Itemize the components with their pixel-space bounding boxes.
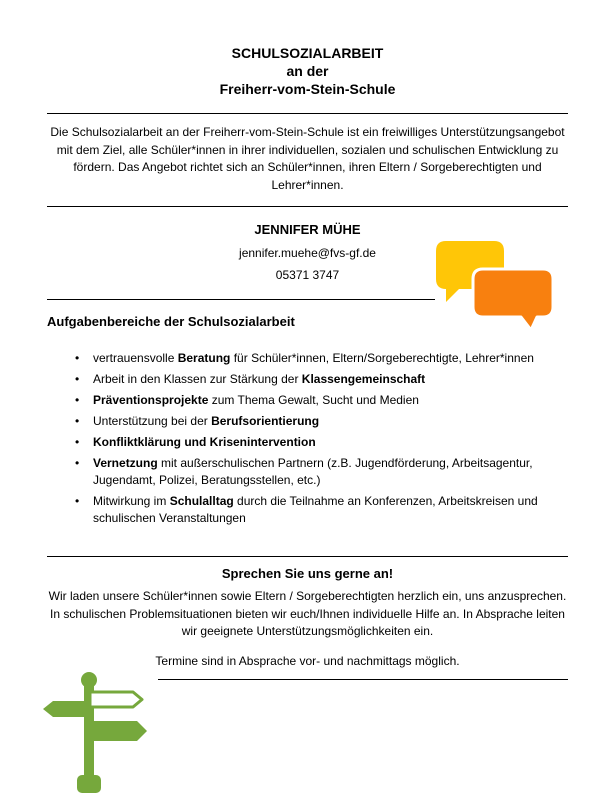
bullet-marker: • [75,393,80,407]
task-item [47,413,568,430]
bullet-marker: • [75,435,80,449]
divider [47,299,435,300]
bullet-marker: • [75,494,80,508]
task-item-text: Präventionsprojekte zum Thema Gewalt, Sucht und Medien [93,393,419,407]
contact-name: JENNIFER MÜHE [254,222,361,237]
task-item-text: Arbeit in den Klassen zur Stärkung der Klassengemeinschaft [93,372,426,386]
task-list [47,350,568,527]
divider [47,556,568,557]
task-item-text: Mitwirkung im Schulalltag durch die Teilnahme an Konferenzen, Arbeitskreisen und schulischen Veranstaltungen [93,494,538,525]
orange-speech-bubble [473,269,553,330]
task-item [47,392,568,409]
closing-paragraph: Wir laden unsere Schüler*innen sowie Eltern / Sorgeberechtigten herzlich ein, uns anzusprechen. In schulischen Problemsituationen bieten wir euch/Ihnen individuelle Hilfe an. In Absprache leiten wir geeignete Unterstützungsmöglichkeiten ein. [48,589,567,638]
page-title [47,44,568,98]
speech-bubbles-icon [433,238,568,333]
task-item [47,455,568,489]
bullet-marker: • [75,414,80,428]
task-item-text: Vernetzung mit außerschulischen Partnern (z.B. Jugendförderung, Arbeitsagentur, Jugendamt, Polizei, Beratungsstellen, etc.) [93,456,533,487]
bullet-marker: • [75,351,80,365]
divider [158,679,568,680]
divider [47,206,568,207]
task-item-text: Konfliktklärung und Krisenintervention [93,435,316,449]
signpost-shapes [43,672,147,793]
title-line-2: an der [286,63,329,79]
task-item-text: Unterstützung bei der Berufsorientierung [93,414,320,428]
right-filled-sign [90,721,147,741]
intro-paragraph: Die Schulsozialarbeit an der Freiherr-vom-Stein-Schule ist ein freiwilliges Unterstützungsangebot mit dem Ziel, alle Schüler*innen in ihrer individuellen, sozialen und schulischen Entwicklung zu fördern. Das Angebot richtet sich an Schüler*innen, ihren Eltern / Sorgeberechtigten und Lehrer*innen. [50,125,565,192]
closing-heading: Sprechen Sie uns gerne an! [221,566,394,581]
closing-note: Termine sind in Absprache vor- und nachmittags möglich. [155,653,460,668]
right-outlined-sign [90,692,142,707]
task-item [47,371,568,388]
title-line-1: SCHULSOZIALARBEIT [231,45,384,61]
left-arrow-sign [43,701,90,717]
task-item [47,434,568,451]
tasks-heading: Aufgabenbereiche der Schulsozialarbeit [47,314,295,329]
contact-phone: 05371 3747 [275,268,340,282]
contact-email: jennifer.muehe@fvs-gf.de [239,246,376,260]
task-item [47,350,568,367]
title-line-3: Freiherr-vom-Stein-Schule [219,81,396,97]
bullet-marker: • [75,456,80,470]
task-item-text: vertrauensvolle Beratung für Schüler*innen, Eltern/Sorgeberechtigte, Lehrer*innen [93,351,534,365]
bullet-marker: • [75,372,80,386]
task-item [47,493,568,527]
signpost-icon [42,670,150,794]
divider [47,113,568,114]
document-content [47,0,568,680]
